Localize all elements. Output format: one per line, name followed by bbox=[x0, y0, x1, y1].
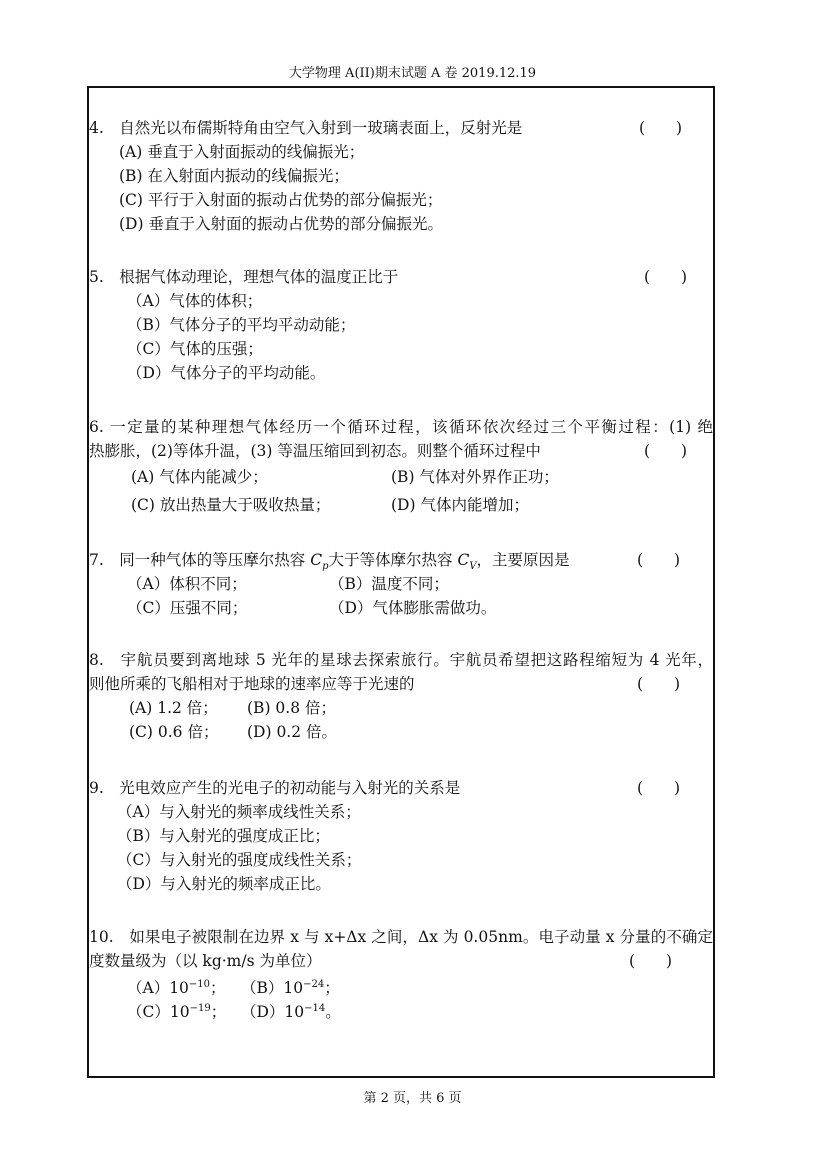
page-header: 大学物理 A(II)期末试题 A 卷 2019.12.19 bbox=[288, 66, 537, 81]
q6-option-c: (C) 放出热量大于吸收热量； bbox=[131, 496, 331, 514]
q9-answer-bracket[interactable]: ( ) bbox=[637, 779, 681, 797]
q8-option-a: (A) 1.2 倍； bbox=[129, 699, 218, 717]
q5-option-d: （D）气体分子的平均动能。 bbox=[127, 364, 326, 382]
q8-answer-bracket[interactable]: ( ) bbox=[637, 675, 681, 693]
q10-option-d: $(D)10^{-14}$。 bbox=[241, 1003, 341, 1022]
q9-option-c: （C）与入射光的强度成线性关系； bbox=[117, 851, 362, 869]
q8-option-d: (D) 0.2 倍。 bbox=[247, 723, 338, 741]
q10-option-a: $(A)10^{-10}$； bbox=[127, 979, 226, 998]
question-5 bbox=[89, 265, 713, 385]
q5-option-b: （B）气体分子的平均平动动能； bbox=[127, 316, 356, 334]
q7-option-d: （D）气体膨胀需做功。 bbox=[329, 599, 497, 617]
question-9 bbox=[89, 776, 713, 896]
q7-answer-bracket[interactable]: ( ) bbox=[637, 551, 681, 569]
q10-option-c: $(C)10^{-19}$； bbox=[127, 1003, 227, 1022]
question-7 bbox=[89, 548, 713, 620]
q9-stem: 9. 光电效应产生的光电子的初动能与入射光的关系是 bbox=[89, 779, 461, 797]
q5-option-a: （A）气体的体积； bbox=[127, 292, 263, 310]
question-4 bbox=[89, 116, 713, 236]
q4-option-b: (B) 在入射面内振动的线偏振光； bbox=[119, 167, 349, 185]
q6-option-d: (D) 气体内能增加； bbox=[391, 496, 529, 514]
q6-answer-bracket[interactable]: ( ) bbox=[644, 442, 688, 460]
page-footer: 第 2 页，共 6 页 bbox=[363, 1091, 462, 1106]
q8-option-c: (C) 0.6 倍； bbox=[129, 723, 219, 741]
q7-option-a: （A）体积不同； bbox=[127, 575, 247, 593]
q5-option-c: （C）气体的压强； bbox=[127, 340, 263, 358]
q5-answer-bracket[interactable]: ( ) bbox=[644, 268, 688, 286]
q4-option-d: (D) 垂直于入射面的振动占优势的部分偏振光。 bbox=[119, 215, 443, 233]
q7-stem: 7. 同一种气体的等压摩尔热容 $C_p$大于等体摩尔热容 $C_V$，主要原因是 bbox=[89, 551, 570, 573]
q6-stem-line2: 热膨胀，(2)等体升温，(3) 等温压缩回到初态。则整个循环过程中 bbox=[89, 442, 541, 460]
q10-stem-line2: 度数量级为（以 kg·m/s 为单位） bbox=[89, 952, 322, 970]
q4-answer-bracket[interactable]: ( ) bbox=[639, 119, 683, 137]
question-8 bbox=[89, 648, 713, 744]
question-10 bbox=[89, 925, 713, 1021]
q9-option-d: （D）与入射光的频率成正比。 bbox=[117, 875, 331, 893]
q10-option-b: $(B)10^{-24}$； bbox=[241, 979, 340, 998]
q9-option-a: （A）与入射光的频率成线性关系； bbox=[117, 803, 361, 821]
q5-stem: 5. 根据气体动理论，理想气体的温度正比于 bbox=[89, 268, 399, 286]
q10-answer-bracket[interactable]: ( ) bbox=[629, 952, 673, 970]
q9-option-b: （B）与入射光的强度成正比； bbox=[117, 827, 330, 845]
q7-option-b: （B）温度不同； bbox=[329, 575, 449, 593]
question-6 bbox=[89, 415, 713, 519]
q4-option-a: (A) 垂直于入射面振动的线偏振光； bbox=[119, 143, 365, 161]
q6-option-b: (B) 气体对外界作正功； bbox=[391, 468, 559, 486]
q7-option-c: （C）压强不同； bbox=[127, 599, 248, 617]
q4-option-c: (C) 平行于入射面的振动占优势的部分偏振光； bbox=[119, 191, 443, 209]
q6-option-a: (A) 气体内能减少； bbox=[131, 468, 268, 486]
q8-stem-line1: 8. 宇航员要到离地球 5 光年的星球去探索旅行。宇航员希望把这路程缩短为 4 光年， bbox=[89, 651, 713, 669]
q10-stem-line1: 10. 如果电子被限制在边界 x 与 x+Δx 之间，Δx 为 0.05nm。电子动量 x 分量的不确定 bbox=[89, 928, 713, 946]
q6-stem-line1: 6. 一定量的某种理想气体经历一个循环过程，该循环依次经过三个平衡过程：(1) 绝 bbox=[89, 418, 713, 436]
q8-stem-line2: 则他所乘的飞船相对于地球的速率应等于光速的 bbox=[89, 675, 415, 693]
q4-stem: 4. 自然光以布儒斯特角由空气入射到一玻璃表面上，反射光是 bbox=[89, 119, 523, 137]
q8-option-b: (B) 0.8 倍； bbox=[247, 699, 336, 717]
